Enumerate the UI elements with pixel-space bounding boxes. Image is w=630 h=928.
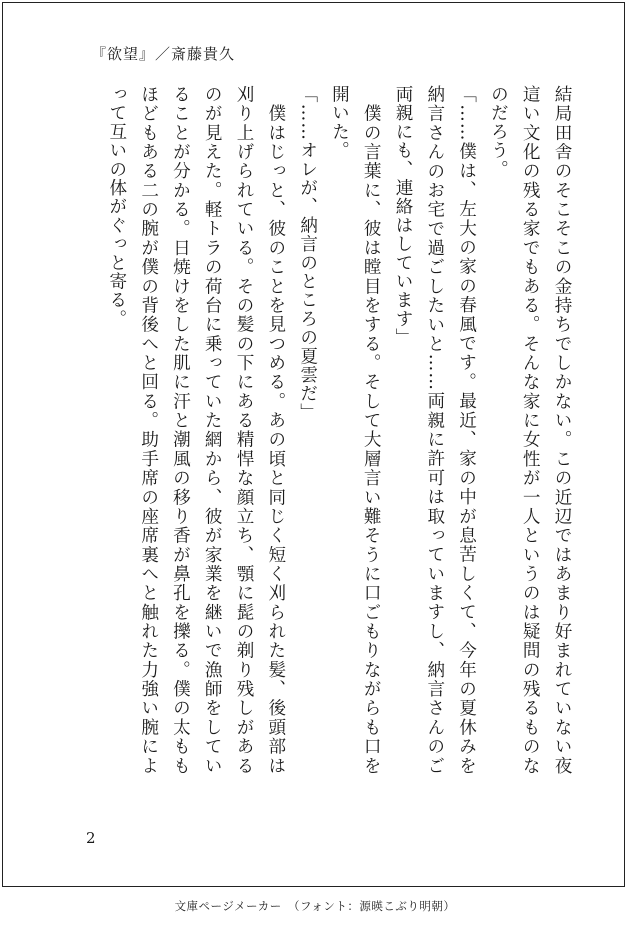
paragraph: 結局田舎のそこそこの金持ちでしかない。この近辺ではあまり好まれていない夜這い文化の残る家でもある。そんな家に女性が一人というのは疑問の残るものなのだろう。 [488, 85, 572, 775]
page-header-title: 『欲望』／斎藤貴久 [91, 45, 236, 63]
paragraph: 「……オレが、納言のところの夏雲だ」 [297, 85, 318, 422]
paragraph: 「……僕は、左大の家の春風です。最近、家の中が息苦しくて、今年の夏休みを納言さんのお宅で過ごしたいと……両親に許可は取っていますし、納言さんのご両親にも、連絡はしています」 [393, 85, 477, 775]
paragraph: 僕はじっと、彼のことを見つめる。あの頃と同じく短く刈られた髪、後頭部は刈り上げられている。その髪の下にある精悍な顔立ち、顎に髭の剃り残しがあるのが見えた。軽トラの荷台に乗っていた網から、彼が家業を継いで漁師をしていることが分かる。日焼けをした肌に汗と潮風の移り香が鼻孔を擽る。僕の太ももほどもある二の腕が僕の背後へと回る。助手席の座席裏へと触れた力強い腕によって互いの体がぐっと寄る。 [106, 85, 286, 775]
body-text [87, 85, 577, 775]
page-frame [2, 2, 625, 887]
page-number: 2 [86, 829, 96, 847]
footer-credit: 文庫ページメーカー （フォント：源暎こぶり明朝） [174, 899, 456, 913]
paragraph: 僕の言葉に、彼は瞠目をする。そして大層言い難そうに口ごもりながらも口を開いた。 [329, 85, 382, 775]
